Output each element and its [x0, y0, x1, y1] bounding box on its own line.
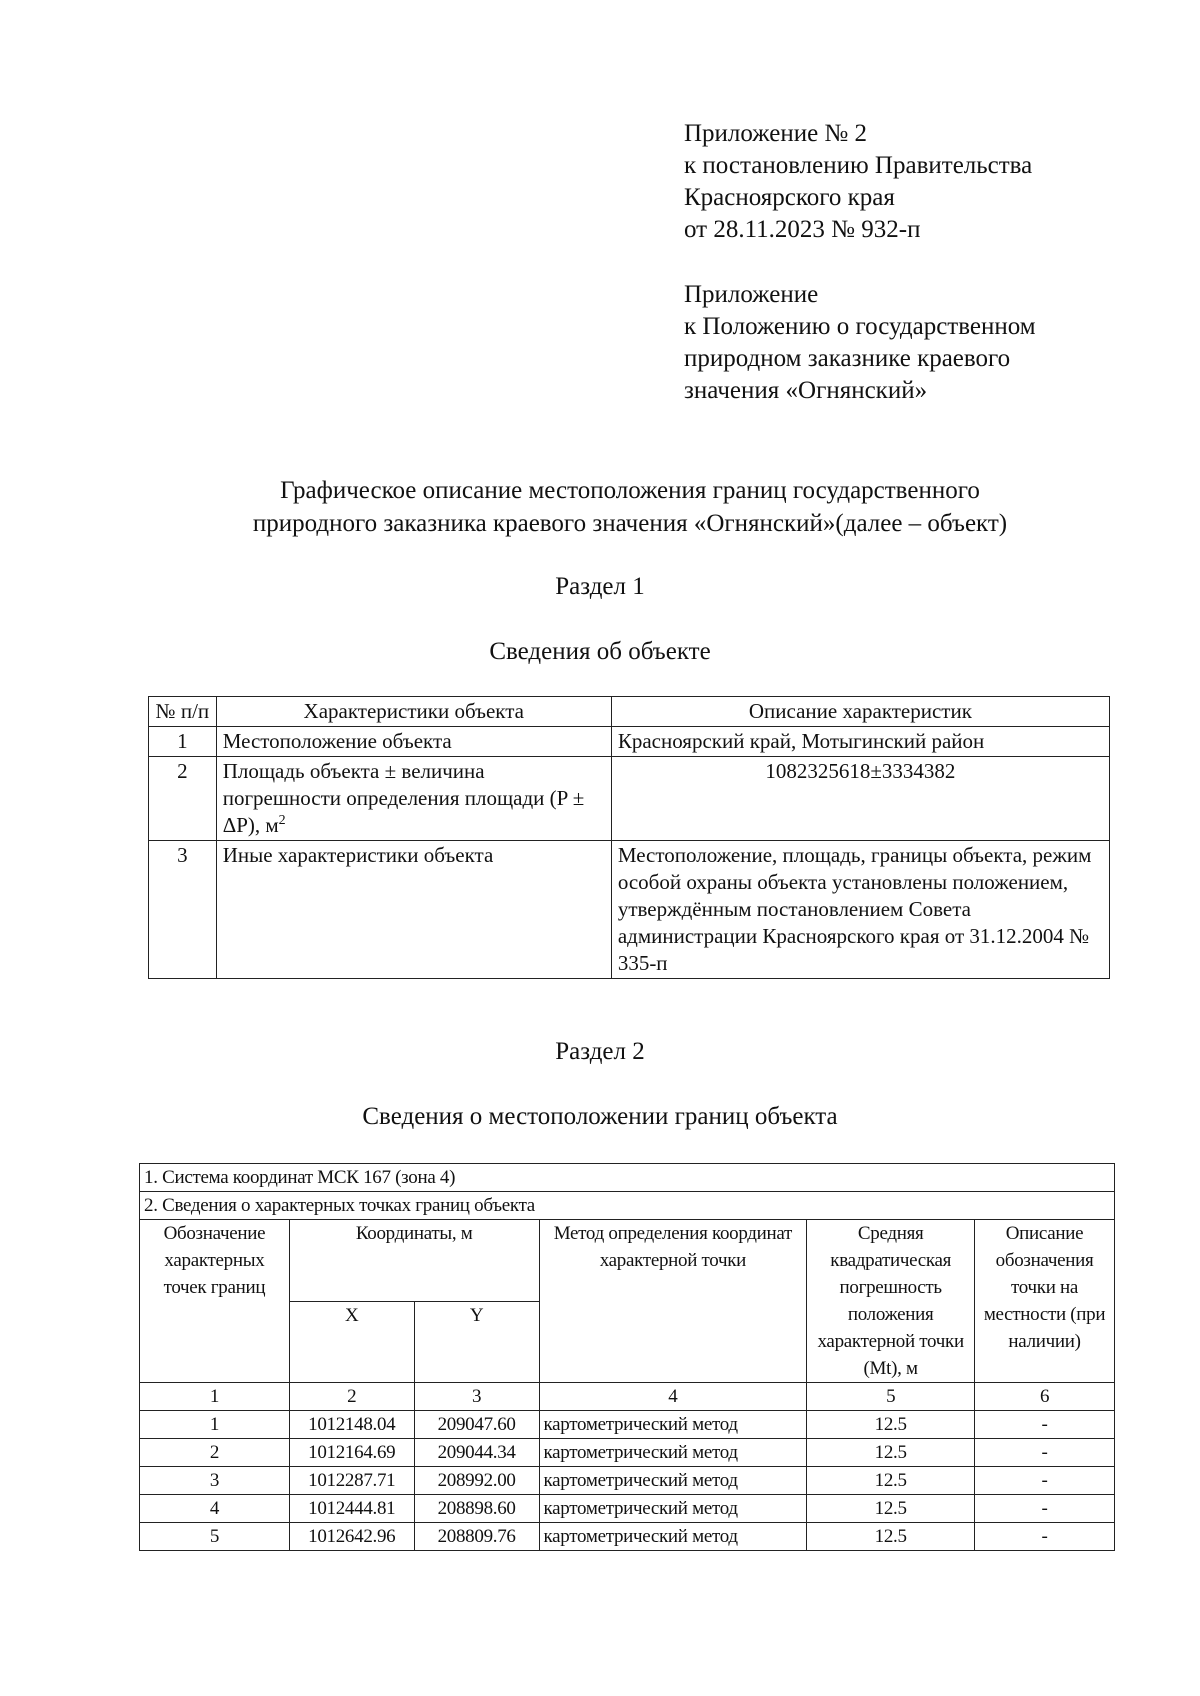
- method: картометрический метод: [539, 1523, 807, 1551]
- section2-label: Раздел 2: [555, 1038, 645, 1065]
- column-number: 6: [975, 1383, 1115, 1411]
- error: 12.5: [807, 1523, 975, 1551]
- row-number: 2: [149, 757, 217, 841]
- coord-y: 208809.76: [414, 1523, 539, 1551]
- coord-x: 1012164.69: [289, 1439, 414, 1467]
- point-id: 5: [140, 1523, 290, 1551]
- table-row: [140, 1467, 1115, 1495]
- column-number: 4: [539, 1383, 807, 1411]
- appendix-sub-line: к Положению о государственном: [684, 313, 1036, 340]
- table-row: [140, 1495, 1115, 1523]
- coord-y: 208898.60: [414, 1495, 539, 1523]
- row-characteristic: [216, 757, 611, 841]
- coordinate-system: 1. Система координат МСК 167 (зона 4): [140, 1164, 1115, 1192]
- column-number: 3: [414, 1383, 539, 1411]
- table-row: [140, 1523, 1115, 1551]
- coord-y: 209044.34: [414, 1439, 539, 1467]
- appendix-main-line: от 28.11.2023 № 932-п: [684, 216, 921, 243]
- error: 12.5: [807, 1467, 975, 1495]
- point-id: 3: [140, 1467, 290, 1495]
- header-description: Описание обозначения точки на местности (при наличии): [975, 1220, 1115, 1383]
- document-title-line: природного заказника краевого значения «Огнянский»(далее – объект): [252, 510, 1008, 537]
- row-description: 1082325618±3334382: [611, 757, 1109, 841]
- header-method: Метод определения координат характерной точки: [539, 1220, 807, 1383]
- coord-x: 1012642.96: [289, 1523, 414, 1551]
- appendix-main-line: к постановлению Правительства: [684, 152, 1033, 179]
- table-row: [149, 841, 1110, 979]
- method: картометрический метод: [539, 1467, 807, 1495]
- header-characteristics: Характеристики объекта: [216, 697, 611, 727]
- point-description: -: [975, 1523, 1115, 1551]
- appendix-main-header: [684, 118, 1032, 246]
- row-number: 3: [149, 841, 217, 979]
- appendix-sub-line: значения «Огнянский»: [684, 377, 928, 404]
- section2-title: Сведения о местоположении границ объекта: [362, 1103, 838, 1130]
- method: картометрический метод: [539, 1411, 807, 1439]
- column-number-row: [140, 1383, 1115, 1411]
- coord-y: 209047.60: [414, 1411, 539, 1439]
- points-info: 2. Сведения о характерных точках границ объекта: [140, 1192, 1115, 1220]
- area-unit-superscript: 2: [278, 813, 286, 828]
- method: картометрический метод: [539, 1439, 807, 1467]
- coord-x: 1012148.04: [289, 1411, 414, 1439]
- point-id: 1: [140, 1411, 290, 1439]
- row-description: Красноярский край, Мотыгинский район: [611, 727, 1109, 757]
- table-row: [149, 727, 1110, 757]
- point-id: 2: [140, 1439, 290, 1467]
- row-characteristic: Иные характеристики объекта: [216, 841, 611, 979]
- table-row: [149, 757, 1110, 841]
- coord-x: 1012444.81: [289, 1495, 414, 1523]
- error: 12.5: [807, 1411, 975, 1439]
- point-description: -: [975, 1467, 1115, 1495]
- object-info-table: [148, 696, 1110, 979]
- header-coordinates: Координаты, м: [289, 1220, 539, 1302]
- method: картометрический метод: [539, 1495, 807, 1523]
- section1-title: Сведения об объекте: [489, 638, 711, 665]
- point-description: -: [975, 1439, 1115, 1467]
- header-y: Y: [414, 1301, 539, 1383]
- error: 12.5: [807, 1495, 975, 1523]
- header-point: Обозначение характерных точек границ: [140, 1220, 290, 1383]
- header-x: X: [289, 1301, 414, 1383]
- table-row: [140, 1439, 1115, 1467]
- point-description: -: [975, 1411, 1115, 1439]
- appendix-main-line: Приложение № 2: [684, 120, 868, 147]
- document-title: [60, 474, 1200, 540]
- coordinate-system-row: [140, 1164, 1115, 1192]
- points-info-row: [140, 1192, 1115, 1220]
- table-header-row: [149, 697, 1110, 727]
- coord-y: 208992.00: [414, 1467, 539, 1495]
- section1-label: Раздел 1: [555, 573, 645, 600]
- row-description: Местоположение, площадь, границы объекта, режим особой охраны объекта установлены положением, утверждённым постановлением Совета администрации Красноярского края от 31.12.2004 № 335-п: [611, 841, 1109, 979]
- header-number: № п/п: [149, 697, 217, 727]
- point-description: -: [975, 1495, 1115, 1523]
- column-number: 5: [807, 1383, 975, 1411]
- point-id: 4: [140, 1495, 290, 1523]
- table-header-row: [140, 1220, 1115, 1302]
- appendix-sub-line: Приложение: [684, 281, 819, 308]
- header-error: Средняя квадратическая погрешность положения характерной точки (Mt), м: [807, 1220, 975, 1383]
- column-number: 2: [289, 1383, 414, 1411]
- table-row: [140, 1411, 1115, 1439]
- document-title-line: Графическое описание местоположения границ государственного: [280, 477, 980, 504]
- appendix-sub-header: [684, 279, 1036, 407]
- row-characteristic: Местоположение объекта: [216, 727, 611, 757]
- appendix-sub-line: природном заказнике краевого: [684, 345, 1011, 372]
- appendix-main-line: Красноярского края: [684, 184, 895, 211]
- coordinates-table: [139, 1163, 1115, 1551]
- header-description: Описание характеристик: [611, 697, 1109, 727]
- coord-x: 1012287.71: [289, 1467, 414, 1495]
- error: 12.5: [807, 1439, 975, 1467]
- row-number: 1: [149, 727, 217, 757]
- column-number: 1: [140, 1383, 290, 1411]
- area-label: Площадь объекта ± величина погрешности определения площади (P ± ΔP), м: [222, 759, 585, 837]
